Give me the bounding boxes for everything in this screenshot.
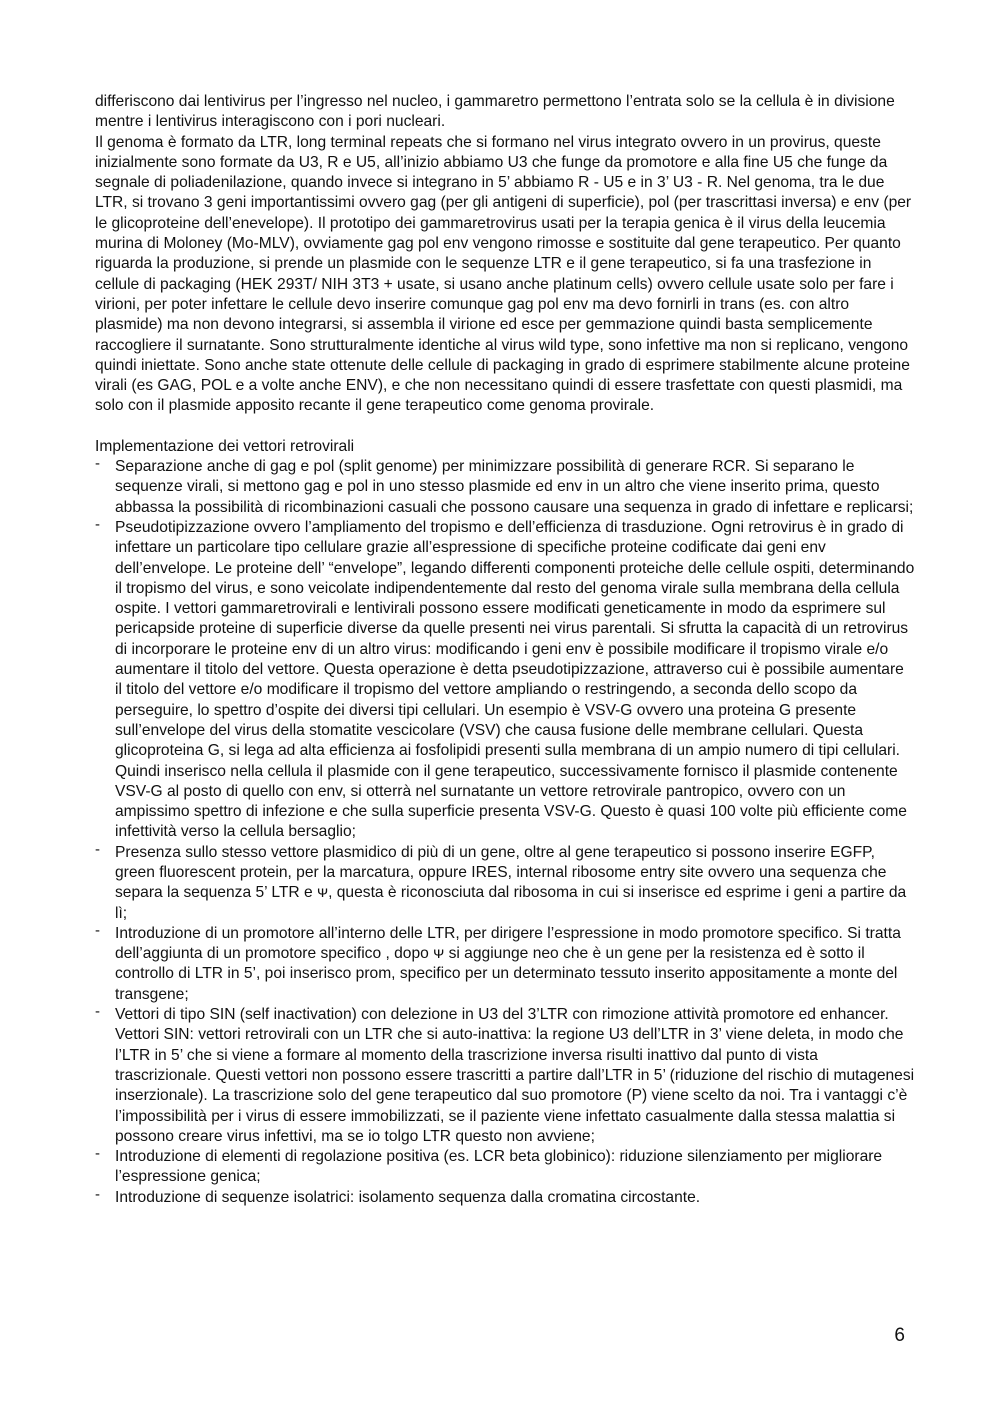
section-heading: Implementazione dei vettori retrovirali	[95, 437, 355, 455]
paragraph-genome: Il genoma è formato da LTR, long terminal repeats che si formano nel virus integrato ovvero in un provirus, queste inizialmente sono formate da U3, R e U5, all’inizio abbiamo U3 che funge da promotore e alla fine U5 che funge da segnale di poliadenilazione, quando invece si integrano in 5’ abbiamo R - U5 e in 3’ U3 - R. Nel genoma, tra le due LTR, si trovano 3 geni importantissimi ovvero gag (per gli antigeni di superficie), pol (per trascrittasi inversa) e env (per le glicoproteine dell’enevelope). Il prototipo dei gammaretrovirus usati per la terapia genica è il virus della leucemia murina di Moloney (Mo-MLV), ovviamente gag pol env vengono rimosse e sostituite dal gene terapeutico. Per quanto riguarda la produzione, si prende un plasmide con le sequenze LTR e il gene terapeutico, si fa una trasfezione in cellule di packaging (HEK 293T/ NIH 3T3 + usate, si usano anche platinum cells) ovvero cellule usate solo per fare i virioni, per poter infettare le cellule devo inserire comunque gag pol env ma devo fornirli in trans (es. con altro plasmide) ma non devono integrarsi, si assembla il virione ed esce per gemmazione quindi basta semplicemente raccogliere il surnatante. Sono strutturalmente identiche al virus wild type, sono infettive ma non si replicano, vengono quindi iniettate. Sono anche state ottenute delle cellule di packaging in grado di esprimere stabilmente alcune proteine virali (es GAG, POL e a volte anche ENV), e che non necessitano quindi di essere trasfettate con questi plasmidi, ma solo con il plasmide apposito recante il gene terapeutico come genoma provirale.	[95, 133, 912, 415]
bullet-list	[95, 457, 915, 1208]
list-item	[95, 515, 915, 843]
page-number: 6	[894, 1325, 905, 1346]
bullet-dash: -	[95, 515, 100, 533]
list-item-text: Vettori di tipo SIN (self inactivation) con delezione in U3 del 3’LTR con rimozione attività promotore ed enhancer. Vettori SIN: vettori retrovirali con un LTR che si auto-inattiva: la regione U3 dell’LTR in 3’ viene deleta, in modo che l’LTR in 5’ che si viene a formare al momento della trascrizione inversa risulti inattivo dal punto di vista trascrizionale. Questi vettori non possono essere trascritti a partire dall’LTR in 5’ (riduzione del rischio di mutagenesi inserzionale). La trascrizione solo del gene terapeutico dal suo promotore (P) viene scelto da noi. Tra i vantaggi c’è l’impossibilità per i virus di essere immobilizzati, se il paziente viene infettato casualmente dalla stessa malattia si possono creare virus infettivi, ma se io tolgo LTR questo non avviene;	[115, 1006, 915, 1145]
paragraph-spacer	[95, 417, 915, 437]
paragraph-intro: differiscono dai lentivirus per l’ingresso nel nucleo, i gammaretro permettono l’entrata solo se la cellula è in divisione mentre i lentivirus interagiscono con i pori nucleari.	[95, 93, 895, 131]
list-item-text: Introduzione di sequenze isolatrici: isolamento sequenza dalla cromatina circostante.	[115, 1188, 701, 1206]
bullet-dash: -	[95, 840, 100, 858]
list-item	[95, 1185, 915, 1208]
list-item-text: Separazione anche di gag e pol (split genome) per minimizzare possibilità di generare RCR. Si separano le sequenze virali, si mettono gag e pol in uno stesso plasmide ed env in un altro che viene inserito prima, questo abbassa la possibilità di ricombinazioni casuali che possono causare una sequenza in grado di infettare e replicarsi;	[115, 458, 914, 516]
list-item	[95, 921, 915, 1005]
bullet-dash: -	[95, 1003, 100, 1021]
list-item-text: Presenza sullo stesso vettore plasmidico di più di un gene, oltre al gene terapeutico si possono inserire EGFP, green fluorescent protein, per la marcatura, oppure IRES, internal ribosome entry site ovvero una sequenza che separa la sequenza 5’ LTR e ᴪ, questa è riconosciuta dal ribosoma in cui si inserisce ed esprime i geni a partire da lì;	[115, 843, 907, 922]
bullet-dash: -	[95, 1145, 100, 1163]
bullet-dash: -	[95, 921, 100, 939]
list-item-text: Introduzione di elementi di regolazione positiva (es. LCR beta globinico): riduzione silenziamento per migliorare l’espressione genica;	[115, 1148, 883, 1186]
bullet-dash: -	[95, 455, 100, 473]
list-item-text: Introduzione di un promotore all’interno delle LTR, per dirigere l’espressione in modo promotore specifico. Si tratta dell’aggiunta di un promotore specifico , dopo ᴪ si aggiunge neo che è un gene per la resistenza ed è sotto il controllo di LTR in 5’, poi inserisco prom, specifico per un determinato tessuto inserito appositamente a monte del transgene;	[115, 924, 901, 1003]
document-body	[95, 92, 915, 1208]
list-item-text: Pseudotipizzazione ovvero l’ampliamento del tropismo e dell’efficienza di trasduzione. Ogni retrovirus è in grado di infettare un particolare tipo cellulare grazie all’espressione di specifiche proteine codificate dai geni env dell’envelope. Le proteine dell’ “envelope”, legando differenti componenti proteiche delle cellule ospiti, determinando il tropismo del virus, e sono veicolate indipendentemente dal resto del genoma virale sulla membrana della cellula ospite. I vettori gammaretrovirali e lentivirali possono essere modificati geneticamente in modo da esprimere sul pericapside proteine di superficie diverse da quelle presenti nei virus parentali. Si sfrutta la capacità di un retrovirus di incorporare le proteine env di un altro virus: modificando i geni env è possibile modificare il tropismo virale e/o aumentare il titolo del vettore. Questa operazione è detta pseudotipizzazione, attraverso cui è possibile aumentare il titolo del vettore e/o modificare il tropismo del vettore ampliando o restringendo, a seconda dello scopo da perseguire, lo spettro d’ospite dei diversi tipi cellulari. Un esempio è VSV-G ovvero una proteina G presente sull’envelope del virus della stomatite vescicolare (VSV) che causa fusione delle membrane cellulari. Questa glicoproteina G, si lega ad alta efficienza ai fosfolipidi presenti sulla membrana di un ampio numero di tipi cellulari. Quindi inserisco nella cellula il plasmide con il gene terapeutico, successivamente fornisco il plasmide contenente VSV-G al posto di quello con env, si otterrà nel surnatante un vettore retrovirale pantropico, ovvero con un ampissimo spettro di infezione e che sulla superficie presenta VSV-G. Questo è quasi 100 volte più efficiente come infettività verso la cellula bersaglio;	[115, 518, 915, 841]
list-item	[95, 1005, 915, 1147]
list-item	[95, 840, 915, 924]
list-item	[95, 1147, 915, 1188]
bullet-dash: -	[95, 1185, 100, 1203]
list-item	[95, 457, 915, 518]
